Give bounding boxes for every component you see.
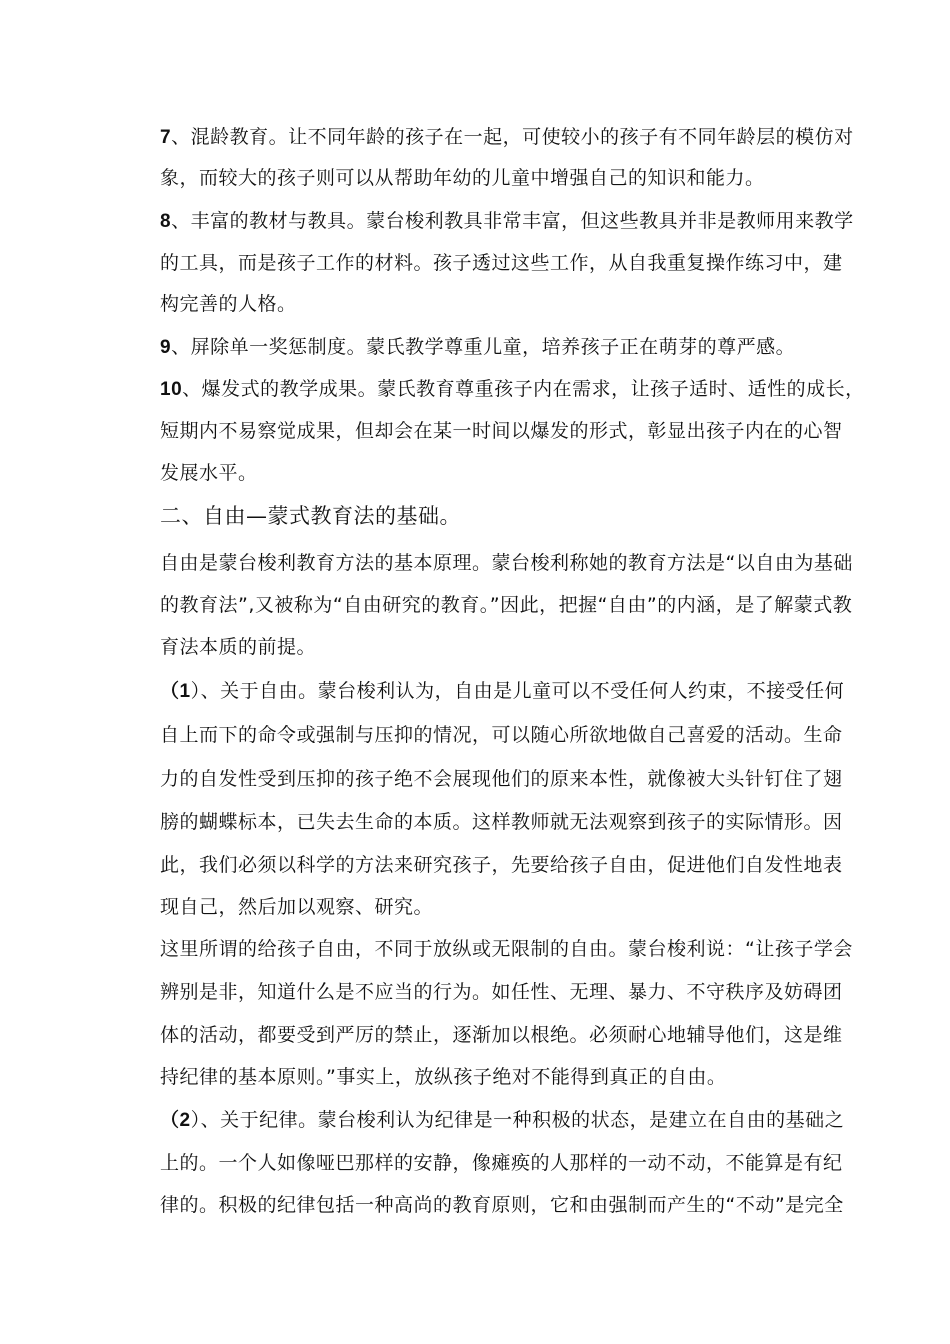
line-text: 此，我们必须以科学的方法来研究孩子，先要给孩子自由，促进他们自发性地表 [160,854,843,876]
paragraph-line [160,593,853,618]
line-text: 膀的蝴蝶标本，已失去生命的本质。这样教师就无法观察到孩子的实际情形。因 [160,811,843,833]
line-text: 、丰富的教材与教具。蒙台梭利教具非常丰富，但这些教具并非是教师用来教学 [171,210,854,232]
item-number: （1 [160,681,191,702]
line-text: 辨别是非，知道什么是不应当的行为。如任性、无理、暴力、不守秩序及妨碍团 [160,981,843,1003]
line-text: 持纪律的基本原则。”事实上，放纵孩子绝对不能得到真正的自由。 [160,1066,727,1088]
line-text: 这里所谓的给孩子自由，不同于放纵或无限制的自由。蒙台梭利说：“让孩子学会 [160,938,853,960]
paragraph-line [160,461,840,486]
paragraph-line [160,853,843,878]
item-number: 7 [160,127,172,148]
paragraph-line [160,1108,845,1133]
paragraph-line [160,1151,843,1176]
paragraph-line [160,1193,844,1218]
paragraph-line [160,335,840,360]
line-text: 育法本质的前提。 [160,636,317,658]
line-text: 的教育法”,又被称为“自由研究的教育。”因此，把握“自由”的内涵，是了解蒙式教 [160,594,853,616]
section-heading [160,504,840,529]
item-number: （2 [160,1110,191,1131]
paragraph-line [160,209,854,234]
paragraph-line [160,895,840,920]
item-number: 10 [160,379,183,400]
paragraph-line [160,125,854,150]
paragraph-line [160,251,843,276]
paragraph-line [160,980,843,1005]
line-text: ）、关于纪律。蒙台梭利认为纪律是一种积极的状态，是建立在自由的基础之 [190,1109,845,1131]
line-text: 二、自由—蒙式教育法的基础。 [160,504,461,528]
paragraph-line [160,1023,843,1048]
line-text: ）、关于自由。蒙台梭利认为，自由是儿童可以不受任何人约束，不接受任何 [190,680,845,702]
paragraph-line [160,166,840,191]
line-text: 现自己，然后加以观察、研究。 [160,896,434,918]
line-text: 力的自发性受到压抑的孩子绝不会展现他们的原来本性，就像被大头针钉住了翅 [160,768,843,790]
paragraph-line [160,1065,840,1090]
item-number: 9 [160,337,172,358]
line-text: 、屏除单一奖惩制度。蒙氏教学尊重儿童，培养孩子正在萌芽的尊严感。 [171,336,796,358]
line-text: 发展水平。 [160,462,258,484]
line-text: 、爆发式的教学成果。蒙氏教育尊重孩子内在需求，让孩子适时、适性的成长， [182,378,865,400]
line-text: 上的。一个人如像哑巴那样的安静，像瘫痪的人那样的一动不动，不能算是有纪 [160,1152,843,1174]
line-text: 构完善的人格。 [160,293,297,315]
paragraph-line [160,292,840,317]
line-text: 自由是蒙台梭利教育方法的基本原理。蒙台梭利称她的教育方法是“以自由为基础 [160,552,853,574]
paragraph-line [160,767,843,792]
paragraph-line [160,377,865,402]
paragraph-line [160,635,840,660]
paragraph-line [160,679,845,704]
paragraph-line [160,551,853,576]
line-text: 体的活动，都要受到严厉的禁止，逐渐加以根绝。必须耐心地辅导他们，这是维 [160,1024,843,1046]
line-text: 律的。积极的纪律包括一种高尚的教育原则，它和由强制而产生的“不动”是完全 [160,1194,844,1216]
line-text: 自上而下的命令或强制与压抑的情况，可以随心所欲地做自己喜爱的活动。生命 [160,724,843,746]
item-number: 8 [160,211,172,232]
line-text: 短期内不易察觉成果，但却会在某一时间以爆发的形式，彰显出孩子内在的心智 [160,420,843,442]
paragraph-line [160,419,843,444]
paragraph-line [160,937,853,962]
paragraph-line [160,723,843,748]
paragraph-line [160,810,843,835]
line-text: 、混龄教育。让不同年龄的孩子在一起，可使较小的孩子有不同年龄层的模仿对 [171,126,854,148]
line-text: 象，而较大的孩子则可以从帮助年幼的儿童中增强自己的知识和能力。 [160,167,765,189]
line-text: 的工具，而是孩子工作的材料。孩子透过这些工作，从自我重复操作练习中，建 [160,252,843,274]
